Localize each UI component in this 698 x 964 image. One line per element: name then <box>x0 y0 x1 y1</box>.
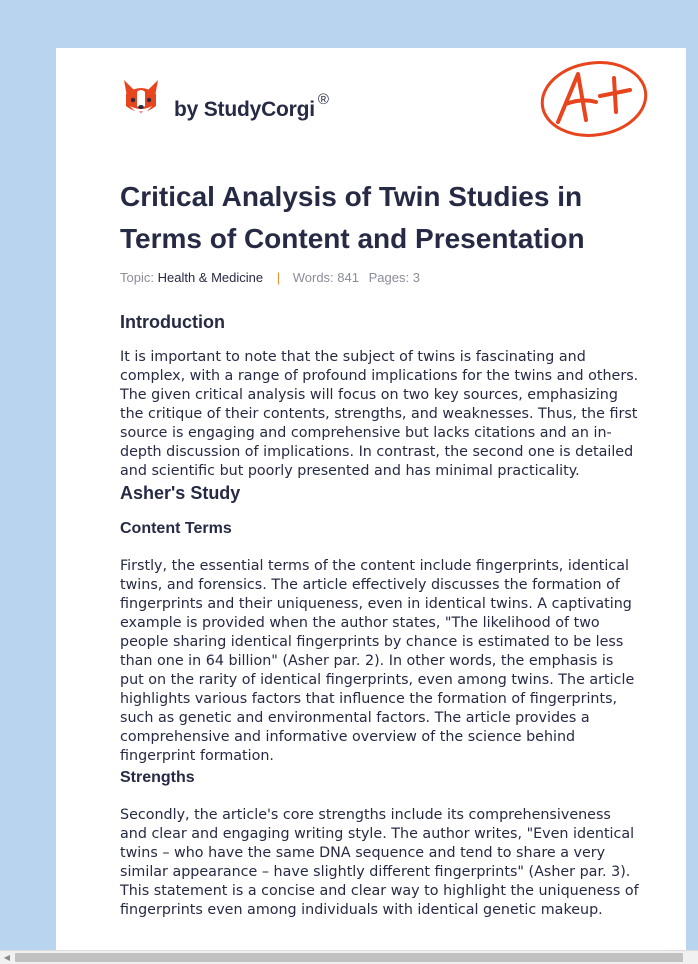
horizontal-scrollbar[interactable] <box>0 950 698 964</box>
corgi-logo-icon <box>120 76 162 120</box>
section-heading-ashers-study: Asher's Study <box>120 483 241 503</box>
topic-link[interactable]: Health & Medicine <box>157 270 264 285</box>
scrollbar-thumb[interactable] <box>15 953 683 962</box>
strengths-paragraph: Secondly, the article's core strengths include its comprehensiveness and clear and engaging writing style. The author writes, "Even identical twins – who have the same DNA sequence and tend to share a very similar appearance – have slightly different fingerprints" (Asher par. 3). This statement is a concise and clear way to highlight the uniqueness of fingerprints even among individuals with identical genetic makeup. <box>120 807 639 918</box>
document-page <box>56 48 686 950</box>
subheading-strengths: Strengths <box>120 769 195 786</box>
page-title: Critical Analysis of Twin Studies in Terms of Content and Presentation <box>120 181 585 254</box>
document-body <box>120 310 640 920</box>
scroll-left-arrow-icon[interactable]: ◀ <box>3 953 11 962</box>
grade-stamp-icon <box>538 58 650 140</box>
registered-mark: ® <box>317 91 329 108</box>
section-heading-introduction: Introduction <box>120 312 225 332</box>
brand-name[interactable]: by StudyCorgi ® <box>174 91 329 121</box>
document-meta <box>120 270 420 285</box>
word-count: Words: 841 <box>292 270 359 285</box>
subheading-content-terms: Content Terms <box>120 520 232 537</box>
introduction-paragraph: It is important to note that the subject of twins is fascinating and complex, with a range of profound implications for the twins and others. The given critical analysis will focus on two key sources, emphasizing the critique of their contents, strengths, and weaknesses. Thus, the first source is engaging and comprehensive but lacks citations and an in-depth discussion of implications. In contrast, the second one is detailed and scientific but poorly presented and has minimal practicality. <box>120 349 639 479</box>
page-header <box>56 48 686 158</box>
meta-separator: | <box>276 270 281 285</box>
content-terms-paragraph: Firstly, the essential terms of the content include fingerprints, identical twins, and forensics. The article effectively discusses the formation of fingerprints and their uniqueness, even in identical twins. A captivating example is provided when the author states, "The likelihood of two people sharing identical fingerprints by chance is estimated to be less than one in 64 billion" (Asher par. 2). In other words, the emphasis is put on the rarity of identical fingerprints, even among twins. The article highlights various factors that influence the formation of fingerprints, such as genetic and environmental factors. The article provides a comprehensive and informative overview of the science behind fingerprint formation. <box>120 558 635 764</box>
topic-label: Topic: <box>120 270 154 285</box>
page-count: Pages: 3 <box>368 270 420 285</box>
